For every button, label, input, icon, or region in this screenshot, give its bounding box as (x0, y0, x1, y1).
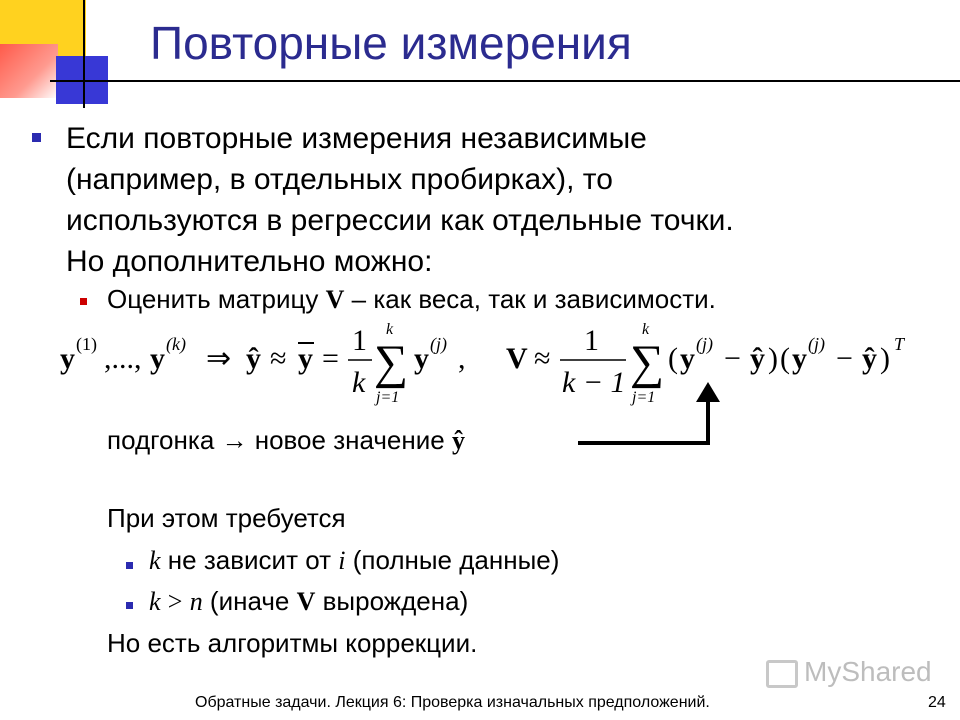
formula (60, 318, 940, 408)
sub-bullet-marker (126, 602, 133, 609)
requirement-text: (иначе (209, 586, 290, 616)
formula-paren: ( (668, 342, 678, 375)
decor-vertical-line (83, 0, 85, 108)
formula-sigma: ∑ (374, 336, 409, 389)
formula-implies: ⇒ (206, 342, 232, 375)
formula-yhat: ŷ (750, 342, 765, 375)
sub-bullet-text: Оценить матрицу (107, 284, 319, 314)
formula-sup: (k) (166, 334, 186, 354)
formula-y: y (414, 342, 429, 375)
requirement-text: (полные данные) (352, 545, 560, 575)
decor-red-square (0, 44, 58, 98)
requirement-item (149, 586, 468, 617)
var-k: k (149, 546, 161, 575)
bullet-line: Если повторные измерения независимые (66, 122, 647, 155)
formula-approx: ≈ (270, 342, 287, 375)
var-k: k (149, 587, 161, 616)
bullet-line: используются в регрессии как отдельные точки. (66, 204, 734, 237)
matrix-v-symbol: V (296, 587, 316, 616)
gt-sign: > (167, 587, 183, 616)
formula-y: y (792, 342, 807, 375)
sub-bullet-estimate-v (107, 284, 716, 315)
watermark-icon (766, 660, 798, 688)
requires-heading: При этом требуется (107, 503, 346, 533)
bullet-marker (32, 133, 41, 142)
formula-sum-top: k (642, 321, 650, 338)
fit-line-symbol: ŷ (451, 426, 465, 455)
formula-y: y (680, 342, 695, 375)
formula-sup: T (894, 334, 905, 354)
formula-eq: = (322, 342, 339, 375)
formula-sum-bottom: j=1 (376, 389, 400, 406)
arrow-line (578, 394, 708, 443)
matrix-v-symbol: V (325, 285, 345, 314)
formula-minus: − (724, 342, 741, 375)
formula-sigma: ∑ (630, 336, 665, 389)
formula-y: y (150, 342, 165, 375)
arrow-head (696, 382, 720, 402)
formula-paren: ( (780, 342, 790, 375)
var-n: n (189, 587, 203, 616)
formula-yhat: ŷ (862, 342, 877, 375)
requirement-item (149, 545, 559, 576)
formula-sup: (j) (808, 334, 825, 354)
watermark-text: MyShared (804, 656, 932, 687)
formula-y: y (60, 342, 75, 375)
formula-approx: ≈ (534, 342, 551, 375)
page-number: 24 (928, 694, 946, 711)
footer-text: Обратные задачи. Лекция 6: Проверка изначальных предположений. (195, 694, 710, 711)
formula-frac-den: k (352, 366, 366, 399)
var-i: i (338, 546, 346, 575)
page-title: Повторные измерения (150, 17, 632, 69)
watermark (766, 656, 932, 688)
formula-frac-den: k − 1 (562, 366, 626, 399)
formula-paren: ) (768, 342, 778, 375)
requirement-text: не зависит от (167, 545, 331, 575)
fit-line (107, 425, 465, 456)
title-underline (50, 80, 960, 82)
requirement-text: вырождена) (322, 586, 469, 616)
sub-bullet-marker (80, 298, 87, 305)
bullet-line: Но дополнительно можно: (66, 245, 433, 278)
formula-sup: (1) (76, 334, 97, 354)
arrow-connector (570, 380, 730, 450)
bullet-line: (например, в отдельных пробирках), то (66, 163, 613, 196)
sub-bullet-text: – как веса, так и зависимости. (351, 284, 716, 314)
formula-sup: (j) (696, 334, 713, 354)
formula-v: V (506, 342, 528, 375)
formula-minus: − (836, 342, 853, 375)
formula-frac-num: 1 (352, 324, 367, 357)
bullet-main (66, 118, 926, 282)
sub-bullet-marker (126, 562, 133, 569)
correction-line: Но есть алгоритмы коррекции. (107, 628, 478, 658)
fit-line-text: подгонка → новое значение (107, 425, 445, 455)
formula-frac-num: 1 (584, 324, 599, 357)
formula-paren: ) (880, 342, 890, 375)
formula-ybar: y (298, 342, 313, 375)
formula-sum-top: k (386, 321, 394, 338)
formula-sup: (j) (430, 334, 447, 354)
formula-yhat: ŷ (246, 342, 261, 375)
formula-sum-bottom: j=1 (632, 389, 656, 406)
formula-comma: , (458, 342, 466, 375)
formula-dots: ,..., (104, 342, 142, 375)
